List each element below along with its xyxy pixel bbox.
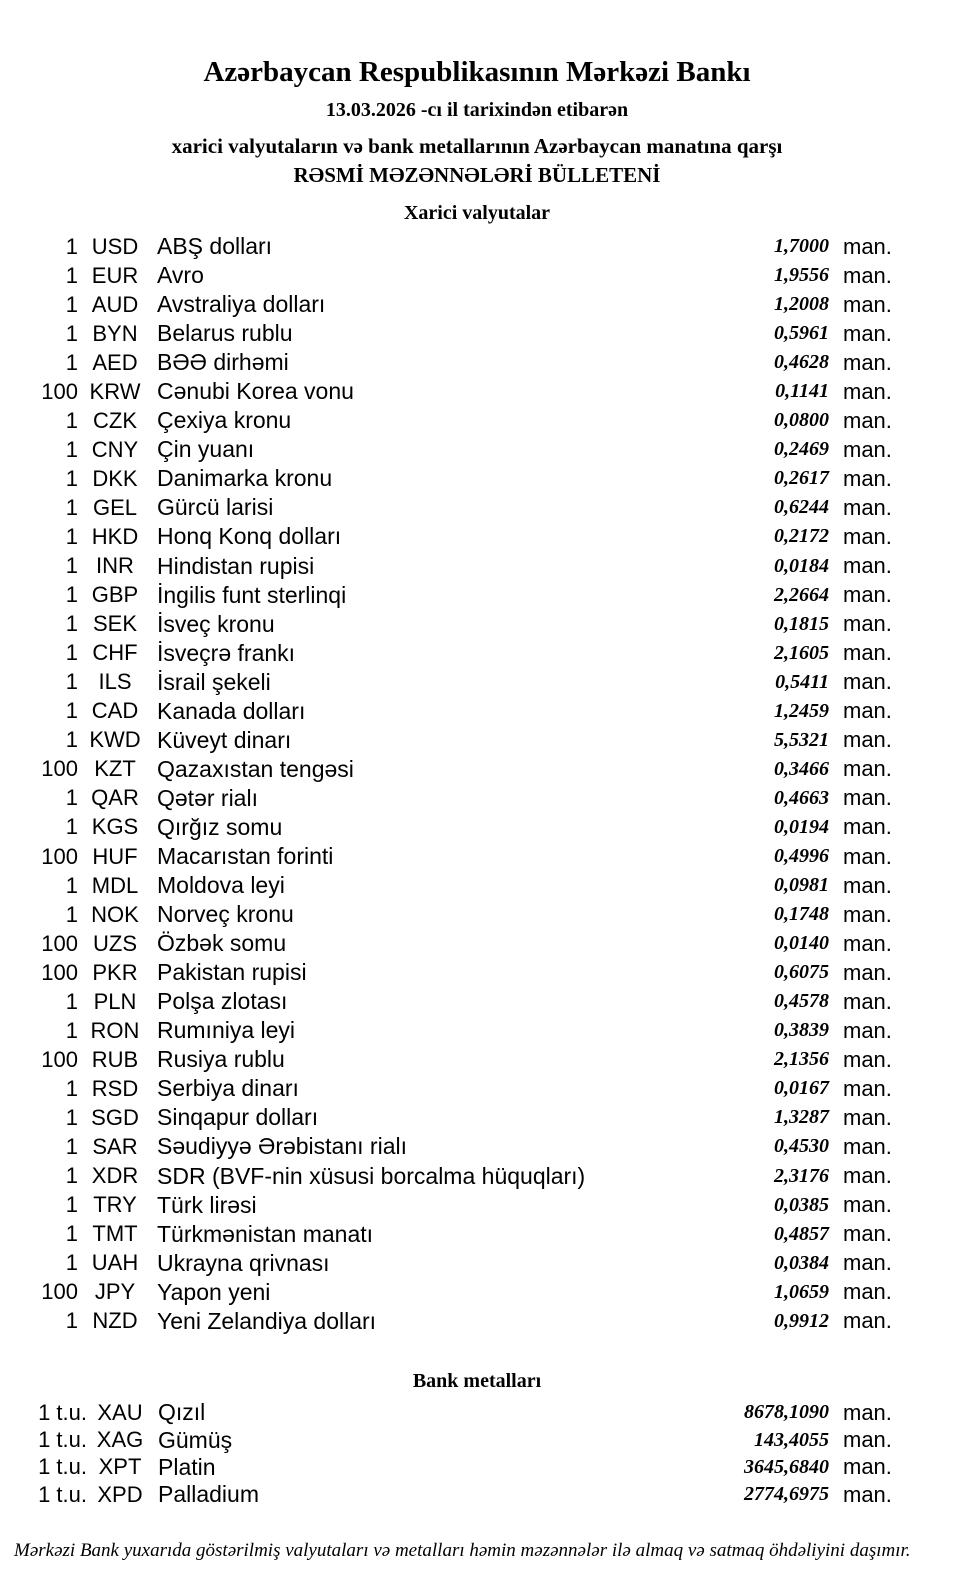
table-row [0,319,954,348]
quantity: 1 [65,669,78,695]
currency-name: Moldova leyi [157,872,285,899]
table-row [0,697,954,726]
currency-code: SGD [91,1104,139,1130]
currency-name: Hindistan rupisi [157,552,315,579]
unit-label: man. [843,814,892,840]
unit-label: man. [843,640,892,666]
rate-value: 143,4055 [754,1428,829,1451]
currency-code: CAD [91,698,139,724]
table-row [0,1249,954,1278]
currency-name: Çexiya kronu [157,407,292,434]
rate-value: 8678,1090 [744,1401,829,1424]
table-row [0,1399,954,1426]
table-row [0,871,954,900]
table-row [0,261,954,290]
table-row [0,987,954,1016]
rate-value: 0,0385 [774,1193,829,1216]
quantity: 100 [41,843,78,869]
currency-name: Yapon yeni [157,1278,271,1305]
quantity: 1 [65,1221,78,1247]
rate-value: 0,0800 [774,409,829,432]
unit-label: man. [843,1221,892,1247]
quantity: 1 [65,901,78,927]
currency-code: TMT [92,1221,138,1247]
table-row [0,1191,954,1220]
rate-value: 0,5961 [774,322,829,345]
unit-label: man. [843,1075,892,1101]
unit-label: man. [843,1163,892,1189]
rate-value: 0,0184 [774,554,829,577]
currency-name: Çin yuanı [157,436,255,463]
rate-value: 0,0194 [774,815,829,838]
rate-value: 1,2008 [774,293,829,316]
currency-code: NOK [91,901,139,927]
unit-label: man. [843,727,892,753]
quantity: 1 [65,436,78,462]
currency-code: INR [96,553,134,579]
table-row [0,435,954,464]
unit-label: man. [843,843,892,869]
currency-name: Rusiya rublu [157,1046,285,1073]
currency-name: Ukrayna qrivnası [157,1249,330,1276]
effective-date: 13.03.2026 -cı il tarixindən etibarən [325,99,629,121]
rate-value: 0,2172 [774,525,829,548]
currency-name: İsveçrə frankı [157,639,296,666]
rate-value: 2,2664 [774,583,829,606]
rate-value: 0,3839 [774,1019,829,1042]
unit-label: man. [843,872,892,898]
currency-code: RSD [91,1075,139,1101]
rate-value: 0,4578 [774,990,829,1013]
currency-code: UZS [93,930,137,956]
table-row [0,493,954,522]
quantity: 1 [65,1163,78,1189]
currency-code: USD [91,233,139,259]
unit-label: man. [843,1017,892,1043]
currency-code: GEL [92,494,138,520]
table-row [0,784,954,813]
quantity: 1 [65,262,78,288]
currency-code: KGS [91,814,139,840]
rate-value: 0,1815 [774,612,829,635]
quantity: 1 [65,494,78,520]
currency-name: Norveç kronu [157,901,294,928]
table-row [0,1162,954,1191]
unit-label: man. [843,698,892,724]
unit-label: man. [843,1192,892,1218]
currencies-section-heading: Xarici valyutalar [403,202,551,224]
unit-label: man. [843,582,892,608]
rate-value: 2774,6975 [744,1483,829,1506]
rate-value: 2,1356 [774,1048,829,1071]
currency-code: GBP [91,582,139,608]
unit-label: man. [843,1279,892,1305]
currency-name: Küveyt dinarı [157,726,292,753]
quantity: 1 t.u. [38,1481,87,1507]
table-row [0,726,954,755]
table-row [0,1016,954,1045]
rate-value: 0,4628 [774,351,829,374]
quantity: 100 [41,1046,78,1072]
unit-label: man. [843,436,892,462]
currency-code: JPY [94,1279,136,1305]
table-row [0,1220,954,1249]
table-row [0,929,954,958]
currency-name: İngilis funt sterlinqi [157,581,347,608]
currency-name: Palladium [158,1481,259,1508]
bulletin-subtitle: xarici valyutaların və bank metallarının Azərbaycan manatına qarşı [171,134,783,158]
table-row [0,1045,954,1074]
unit-label: man. [843,553,892,579]
table-row [0,639,954,668]
table-row [0,668,954,697]
currency-code: SAR [92,1133,138,1159]
currency-name: Türkmənistan manatı [157,1220,374,1247]
unit-label: man. [843,233,892,259]
table-row [0,1307,954,1336]
currency-code: AUD [91,291,139,317]
table-row [0,290,954,319]
currency-code: XAG [96,1427,144,1453]
currency-name: Pakistan rupisi [157,959,307,986]
quantity: 1 [65,465,78,491]
currency-name: Qətər rialı [157,784,258,811]
currency-code: TRY [93,1192,137,1218]
quantity: 1 [65,320,78,346]
table-row [0,1481,954,1508]
rate-value: 0,0167 [774,1077,829,1100]
unit-label: man. [843,611,892,637]
currency-code: MDL [91,872,139,898]
rate-value: 2,3176 [774,1164,829,1187]
rate-value: 1,3287 [774,1106,829,1129]
unit-label: man. [843,930,892,956]
quantity: 1 [65,1075,78,1101]
rate-value: 0,0140 [774,932,829,955]
quantity: 1 [65,291,78,317]
rate-value: 0,9912 [774,1309,829,1332]
unit-label: man. [843,465,892,491]
currency-name: Polşa zlotası [157,988,288,1015]
quantity: 100 [41,378,78,404]
table-row [0,1103,954,1132]
table-row [0,755,954,784]
unit-label: man. [843,785,892,811]
rate-value: 0,4663 [774,786,829,809]
unit-label: man. [843,1046,892,1072]
unit-label: man. [843,901,892,927]
currency-code: PLN [93,988,137,1014]
table-row [0,348,954,377]
quantity: 1 [65,349,78,375]
currency-code: BYN [92,320,138,346]
quantity: 1 [65,553,78,579]
table-row [0,1278,954,1307]
rate-value: 0,4530 [774,1135,829,1158]
currency-name: Avstraliya dolları [157,291,326,318]
unit-label: man. [843,959,892,985]
rate-value: 1,7000 [774,235,829,258]
quantity: 1 t.u. [38,1399,87,1425]
rate-value: 5,5321 [774,728,829,751]
currency-name: İsveç kronu [157,610,275,637]
table-row [0,842,954,871]
quantity: 1 [65,988,78,1014]
currency-code: CHF [92,640,138,666]
unit-label: man. [843,1250,892,1276]
table-row [0,552,954,581]
rate-value: 0,2617 [774,467,829,490]
quantity: 1 [65,1308,78,1334]
currency-name: Rumıniya leyi [157,1017,296,1044]
currency-name: Honq Konq dolları [157,523,342,550]
table-row [0,1132,954,1161]
currency-name: Qırğız somu [157,813,283,840]
table-row [0,813,954,842]
quantity: 1 [65,1017,78,1043]
rate-value: 0,0384 [774,1251,829,1274]
page-title: Azərbaycan Respublikasının Mərkəzi Bankı [203,56,751,88]
quantity: 1 [65,1133,78,1159]
table-row [0,1454,954,1481]
rate-value: 1,0659 [774,1280,829,1303]
unit-label: man. [843,756,892,782]
quantity: 1 [65,785,78,811]
rate-value: 0,5411 [775,670,829,693]
currency-name: Macarıstan forinti [157,843,334,869]
disclaimer-text: Mərkəzi Bank yuxarıda göstərilmiş valyutaları və metalları həmin məzənnələr ilə almaq və satmaq öhdəliyini daşımır. [14,1540,911,1561]
unit-label: man. [843,291,892,317]
table-row [0,232,954,261]
table-row [0,900,954,929]
currency-code: KZT [94,756,136,782]
rate-value: 0,6244 [774,496,829,519]
currency-code: XPT [98,1454,142,1480]
rate-value: 0,4996 [774,845,829,867]
bulletin-title: RƏSMİ MƏZƏNNƏLƏRİ BÜLLETENİ [293,163,661,187]
unit-label: man. [843,1308,892,1334]
rate-value: 0,1748 [774,903,829,926]
currency-code: RON [90,1017,140,1043]
table-row [0,464,954,493]
quantity: 1 t.u. [38,1454,87,1480]
quantity: 1 [65,582,78,608]
currency-code: QAR [91,785,139,811]
rate-value: 2,1605 [774,641,829,664]
quantity: 100 [41,1279,78,1305]
quantity: 1 [65,1104,78,1130]
unit-label: man. [843,988,892,1014]
quantity: 1 [65,872,78,898]
currency-name: Qazaxıstan tengəsi [157,755,354,782]
currency-code: KWD [89,727,141,753]
table-row [0,1074,954,1103]
currency-name: SDR (BVF-nin xüsusi borcalma hüquqları) [157,1162,586,1189]
quantity: 100 [41,930,78,956]
rate-value: 0,6075 [774,961,829,984]
quantity: 1 [65,523,78,549]
currency-code: SEK [92,611,138,637]
currency-name: Cənubi Korea vonu [157,378,354,405]
unit-label: man. [843,1454,892,1480]
currency-code: UAH [91,1250,139,1276]
table-row [0,610,954,639]
unit-label: man. [843,349,892,375]
unit-label: man. [843,1427,892,1453]
currency-name: Özbək somu [157,930,287,957]
currency-name: Sinqapur dolları [157,1104,319,1131]
currency-code: AED [92,349,138,375]
unit-label: man. [843,1104,892,1130]
currency-name: Yeni Zelandiya dolları [157,1307,377,1334]
currency-name: Gümüş [158,1426,233,1453]
table-row [0,522,954,551]
rate-value: 0,4857 [774,1222,829,1245]
currency-name: Qızıl [158,1399,206,1426]
currency-name: Avro [157,262,204,289]
quantity: 1 [65,407,78,433]
quantity: 1 [65,1192,78,1218]
table-row [0,958,954,987]
currency-code: DKK [92,465,138,491]
currency-code: ILS [98,669,132,695]
currencies-table [0,232,954,1336]
currency-name: Danimarka kronu [157,465,333,492]
unit-label: man. [843,378,892,404]
quantity: 100 [41,756,78,782]
unit-label: man. [843,669,892,695]
currency-code: KRW [89,378,141,404]
rate-value: 0,3466 [774,757,829,780]
quantity: 1 [65,611,78,637]
currency-name: BƏƏ dirhəmi [157,349,289,376]
quantity: 1 [65,698,78,724]
currency-name: Gürcü larisi [157,494,274,521]
rate-value: 0,0981 [774,874,829,897]
metals-section-heading: Bank metalları [412,1370,542,1392]
rate-value: 1,2459 [774,699,829,722]
metals-table [0,1399,954,1509]
quantity: 1 [65,640,78,666]
table-row [0,406,954,435]
currency-name: Serbiya dinarı [157,1075,299,1102]
rate-value: 0,2469 [774,438,829,461]
quantity: 1 [65,233,78,259]
rate-value: 3645,6840 [744,1455,829,1478]
unit-label: man. [843,523,892,549]
unit-label: man. [843,407,892,433]
quantity: 1 [65,727,78,753]
rate-value: 1,9556 [774,264,829,287]
quantity: 1 t.u. [38,1427,87,1453]
currency-name: Kanada dolları [157,697,306,724]
quantity: 1 [65,1250,78,1276]
currency-name: Səudiyyə Ərəbistanı rialı [157,1133,407,1160]
currency-code: HUF [92,843,138,869]
currency-code: XAU [97,1399,143,1425]
currency-code: XPD [97,1481,143,1507]
quantity: 1 [65,814,78,840]
quantity: 100 [41,959,78,985]
currency-name: Belarus rublu [157,320,293,347]
currency-name: ABŞ dolları [157,233,273,260]
currency-name: Platin [158,1453,216,1480]
table-row [0,1426,954,1453]
currency-name: Türk lirəsi [157,1191,257,1218]
unit-label: man. [843,262,892,288]
currency-code: CNY [91,436,139,462]
unit-label: man. [843,494,892,520]
currency-code: RUB [91,1046,139,1072]
currency-code: NZD [92,1308,138,1334]
currency-code: CZK [93,407,137,433]
currency-code: PKR [92,959,138,985]
currency-code: EUR [91,262,139,288]
table-row [0,581,954,610]
table-row [0,377,954,406]
unit-label: man. [843,1399,892,1425]
currency-code: XDR [91,1163,139,1189]
unit-label: man. [843,320,892,346]
currency-name: İsrail şekeli [157,668,271,695]
currency-code: HKD [91,523,139,549]
unit-label: man. [843,1133,892,1159]
unit-label: man. [843,1481,892,1507]
rate-value: 0,1141 [775,380,829,403]
